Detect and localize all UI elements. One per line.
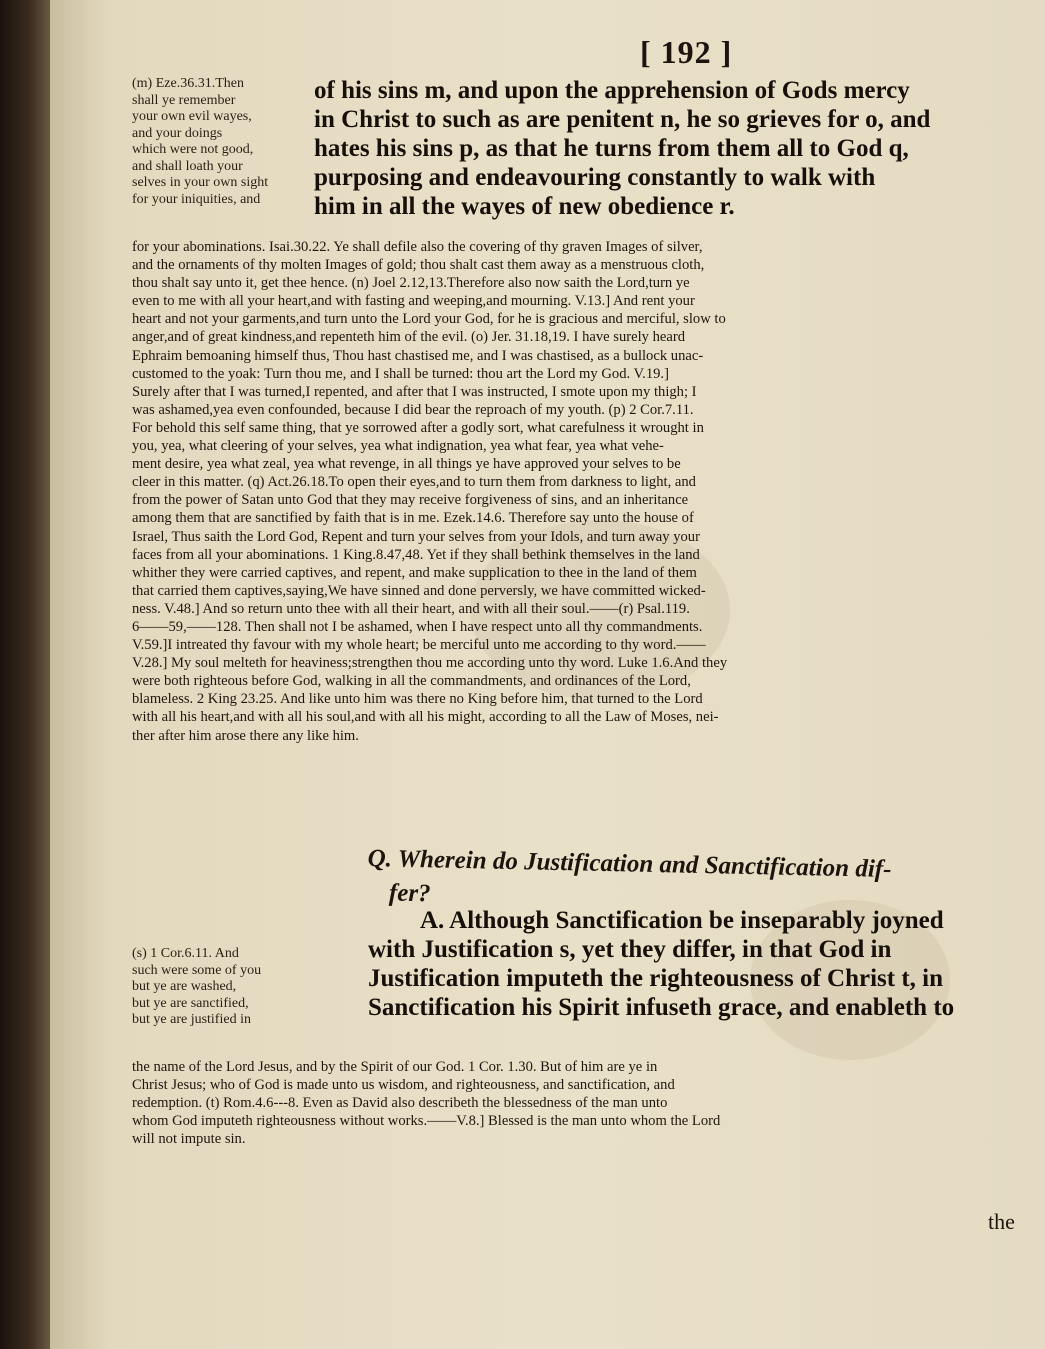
main-text-line: purposing and endeavouring constantly to walk with [314,164,876,191]
answer-margin-notes [132,946,261,1029]
book-gutter [0,0,50,1349]
footnote-line: customed to the yoak: Turn thou me, and I shall be turned: thou art the Lord my God. V.19.] [132,365,669,382]
footnote-line: whither they were carried captives, and repent, and make supplication to thee in the land of them [132,564,697,581]
answer-main-text [368,906,954,1022]
page-number: [ 192 ] [640,34,733,70]
footnote-line: the name of the Lord Jesus, and by the Spirit of our God. 1 Cor. 1.30. But of him are ye in [132,1059,658,1075]
margin-note-line: but ye are justified in [132,1012,251,1027]
book-page [50,0,1045,1349]
answer-line: Sanctification his Spirit infuseth grace, and enableth to [368,994,955,1021]
footnote-line: even to me with all your heart,and with fasting and weeping,and mourning. V.13.] And rent your [132,293,695,310]
footnote-line: cleer in this matter. (q) Act.26.18.To open their eyes,and to turn them from darkness to light, and [132,474,696,491]
top-main-text [314,76,930,221]
footnote-line: redemption. (t) Rom.4.6---8. Even as David also describeth the blessedness of the man unto [132,1095,668,1112]
margin-note-line: which were not good, [132,142,254,157]
main-text-line: of his sins m, and upon the apprehension of Gods mercy [314,77,910,104]
footnote-line: you, yea, what cleering of your selves, yea what indignation, yea what fear, yea what vehe- [132,438,664,455]
margin-note-line: selves in your own sight [132,175,269,190]
footnote-line: ness. V.48.] And so return unto thee with all their heart, and with all their soul.——(r) Psal.119. [132,600,690,617]
footnote-line: ther after him arose there any like him. [132,727,359,744]
footnote-line: thou shalt say unto it, get thee hence. (n) Joel 2.12,13.Therefore also now saith the Lord,turn ye [132,275,690,292]
footnote-line: and the ornaments of thy molten Images of gold; thou shalt cast them away as a menstruous cloth, [132,257,705,274]
footnote-line: that carried them captives,saying,We have sinned and done perversly, we have committed wicked- [132,582,706,599]
footnote-line: whom God imputeth righteousness without works.——V.8.] Blessed is the man unto whom the Lord [132,1113,721,1130]
margin-note-line: such were some of you [132,962,262,978]
footnote-line: will not impute sin. [132,1131,246,1148]
footnote-line: from the power of Satan unto God that they may receive forgiveness of sins, and an inheritance [132,492,689,509]
footnote-line: V.59.]I intreated thy favour with my whole heart; be merciful unto me according to thy word.—— [132,637,706,654]
footnote-line: Israel, Thus saith the Lord God, Repent and turn your selves from your Idols, and turn away your [132,528,700,545]
question-line: Q. Wherein do Justification and Sanctification dif- [367,844,892,883]
footnote-line: were both righteous before God, walking in all the commandments, and ordinances of the Lord, [132,673,691,690]
margin-note-line: and shall loath your [132,158,243,174]
footnote-line: with all his heart,and with all his soul,and with all his might, according to all the Law of Moses, nei- [132,709,719,726]
margin-note-line: but ye are sanctified, [132,995,249,1011]
footnote-line: V.28.] My soul melteth for heaviness;strengthen thou me according unto thy word. Luke 1.6.And they [132,655,728,672]
scripture-footnotes [132,238,727,745]
question-line: fer? [388,879,431,908]
footnote-line: Surely after that I was turned,I repented, and after that I was instructed, I smote upon my thigh; I [132,383,697,400]
margin-note-line: but ye are washed, [132,979,237,994]
footnote-line: anger,and of great kindness,and repenteth him of the evil. (o) Jer. 31.18,19. I have surely heard [132,329,685,346]
answer-line: Justification imputeth the righteousness of Christ t, in [368,965,944,992]
footnote-line: faces from all your abominations. 1 King.8.47,48. Yet if they shall bethink themselves in the land [132,546,700,563]
main-text-line: hates his sins p, as that he turns from them all to God q, [314,135,909,162]
margin-note-line: (m) Eze.36.31.Then [132,76,244,91]
margin-note-line: for your iniquities, and [132,191,261,207]
margin-note-line: your own evil wayes, [132,109,252,124]
footnote-line: ment desire, yea what zeal, yea what revenge, in all things ye have approved your selves to be [132,456,681,473]
answer-line: with Justification s, yet they differ, in that God in [368,936,892,963]
margin-note-line: and your doings [132,125,223,141]
answer-footnotes [132,1058,720,1148]
main-text-line: him in all the wayes of new obedience r. [314,193,735,220]
margin-note-line: shall ye remember [132,92,236,108]
margin-note-line: (s) 1 Cor.6.11. And [132,946,239,961]
footnote-line: For behold this self same thing, that ye sorrowed after a godly sort, what carefulness it wrought in [132,419,704,436]
footnote-line: Christ Jesus; who of God is made unto us wisdom, and righteousness, and sanctification, and [132,1077,675,1094]
footnote-line: blameless. 2 King 23.25. And like unto him was there no King before him, that turned to the Lord [132,691,703,708]
footnote-line: was ashamed,yea even confounded, because I did bear the reproach of my youth. (p) 2 Cor.7.11. [132,401,694,418]
footnote-line: heart and not your garments,and turn unto the Lord your God, for he is gracious and merciful, slow to [132,311,726,328]
footnote-line: among them that are sanctified by faith that is in me. Ezek.14.6. Therefore say unto the house of [132,510,694,527]
catchword: the [988,1209,1015,1234]
footnote-line: for your abominations. Isai.30.22. Ye shall defile also the covering of thy graven Images of silver, [132,239,703,255]
footnote-line: 6——59,——128. Then shall not I be ashamed, when I have respect unto all thy commandments. [132,618,703,635]
main-text-line: in Christ to such as are penitent n, he so grieves for o, and [314,106,931,133]
top-margin-notes [132,76,268,208]
answer-line: A. Although Sanctification be inseparably joyned [420,907,944,934]
footnote-line: Ephraim bemoaning himself thus, Thou hast chastised me, and I was chastised, as a bullock unac- [132,347,704,364]
